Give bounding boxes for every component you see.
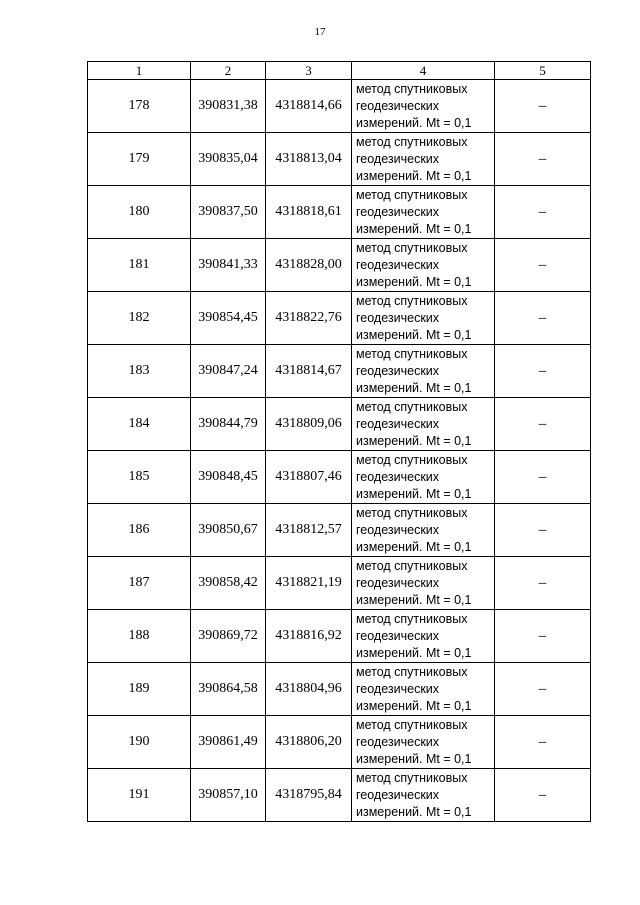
coordinate-y: 4318818,61 <box>266 186 352 239</box>
method-line: геодезических <box>356 151 440 166</box>
column-5-value: – <box>495 345 591 398</box>
table-row <box>88 133 591 186</box>
method-line: метод спутниковых <box>356 558 468 573</box>
method-line: геодезических <box>356 522 440 537</box>
point-number: 189 <box>88 663 191 716</box>
coordinate-x: 390841,33 <box>191 239 266 292</box>
coordinate-y: 4318795,84 <box>266 769 352 822</box>
coordinate-x: 390854,45 <box>191 292 266 345</box>
method-line: геодезических <box>356 469 440 484</box>
coordinate-x: 390847,24 <box>191 345 266 398</box>
point-number: 187 <box>88 557 191 610</box>
method-description <box>352 451 495 504</box>
method-line: геодезических <box>356 681 440 696</box>
method-line: метод спутниковых <box>356 399 468 414</box>
column-5-value: – <box>495 186 591 239</box>
point-number: 181 <box>88 239 191 292</box>
method-line: метод спутниковых <box>356 134 468 149</box>
column-5-value: – <box>495 557 591 610</box>
column-5-value: – <box>495 769 591 822</box>
table-row <box>88 186 591 239</box>
header-col-4: 4 <box>352 62 495 80</box>
method-line: измерений. Mt = 0,1 <box>356 486 472 501</box>
method-description <box>352 133 495 186</box>
table-row <box>88 769 591 822</box>
coordinate-x: 390858,42 <box>191 557 266 610</box>
method-description <box>352 557 495 610</box>
method-description <box>352 716 495 769</box>
method-line: геодезических <box>356 787 440 802</box>
method-line: метод спутниковых <box>356 611 468 626</box>
coordinate-y: 4318816,92 <box>266 610 352 663</box>
method-line: измерений. Mt = 0,1 <box>356 274 472 289</box>
column-5-value: – <box>495 716 591 769</box>
coordinate-x: 390831,38 <box>191 80 266 133</box>
coordinate-y: 4318813,04 <box>266 133 352 186</box>
method-line: измерений. Mt = 0,1 <box>356 115 472 130</box>
method-line: измерений. Mt = 0,1 <box>356 804 472 819</box>
method-line: метод спутниковых <box>356 187 468 202</box>
method-line: геодезических <box>356 363 440 378</box>
method-line: измерений. Mt = 0,1 <box>356 592 472 607</box>
table-row <box>88 451 591 504</box>
method-description <box>352 663 495 716</box>
coordinate-y: 4318822,76 <box>266 292 352 345</box>
coordinate-y: 4318804,96 <box>266 663 352 716</box>
coordinate-y: 4318821,19 <box>266 557 352 610</box>
header-col-1: 1 <box>88 62 191 80</box>
method-line: метод спутниковых <box>356 293 468 308</box>
method-description <box>352 292 495 345</box>
coordinate-y: 4318828,00 <box>266 239 352 292</box>
table-row <box>88 345 591 398</box>
method-description <box>352 610 495 663</box>
column-5-value: – <box>495 663 591 716</box>
method-line: метод спутниковых <box>356 770 468 785</box>
column-5-value: – <box>495 292 591 345</box>
method-line: геодезических <box>356 310 440 325</box>
point-number: 182 <box>88 292 191 345</box>
method-line: измерений. Mt = 0,1 <box>356 380 472 395</box>
coordinate-x: 390837,50 <box>191 186 266 239</box>
point-number: 178 <box>88 80 191 133</box>
table-row <box>88 292 591 345</box>
table-row <box>88 239 591 292</box>
method-line: метод спутниковых <box>356 240 468 255</box>
method-line: метод спутниковых <box>356 346 468 361</box>
method-line: измерений. Mt = 0,1 <box>356 698 472 713</box>
table-row <box>88 663 591 716</box>
method-line: измерений. Mt = 0,1 <box>356 168 472 183</box>
coordinate-y: 4318807,46 <box>266 451 352 504</box>
method-line: метод спутниковых <box>356 505 468 520</box>
method-line: измерений. Mt = 0,1 <box>356 539 472 554</box>
table-body <box>88 80 591 822</box>
coordinate-x: 390850,67 <box>191 504 266 557</box>
header-col-2: 2 <box>191 62 266 80</box>
table-row <box>88 80 591 133</box>
coordinate-x: 390844,79 <box>191 398 266 451</box>
coordinate-y: 4318814,67 <box>266 345 352 398</box>
method-line: метод спутниковых <box>356 717 468 732</box>
coordinate-y: 4318806,20 <box>266 716 352 769</box>
method-line: геодезических <box>356 98 440 113</box>
method-line: геодезических <box>356 416 440 431</box>
method-line: геодезических <box>356 575 440 590</box>
method-line: геодезических <box>356 734 440 749</box>
method-line: геодезических <box>356 204 440 219</box>
point-number: 184 <box>88 398 191 451</box>
coordinate-x: 390857,10 <box>191 769 266 822</box>
point-number: 186 <box>88 504 191 557</box>
coordinate-y: 4318812,57 <box>266 504 352 557</box>
coordinate-x: 390835,04 <box>191 133 266 186</box>
table-row <box>88 716 591 769</box>
page-number: 17 <box>314 26 326 38</box>
table-row <box>88 557 591 610</box>
method-line: метод спутниковых <box>356 664 468 679</box>
column-5-value: – <box>495 504 591 557</box>
method-description <box>352 345 495 398</box>
coordinate-x: 390861,49 <box>191 716 266 769</box>
method-description <box>352 398 495 451</box>
coordinates-table <box>87 61 591 822</box>
point-number: 188 <box>88 610 191 663</box>
column-5-value: – <box>495 133 591 186</box>
coordinate-y: 4318814,66 <box>266 80 352 133</box>
table-row <box>88 504 591 557</box>
column-5-value: – <box>495 80 591 133</box>
method-line: измерений. Mt = 0,1 <box>356 327 472 342</box>
method-description <box>352 186 495 239</box>
method-line: измерений. Mt = 0,1 <box>356 433 472 448</box>
coordinate-x: 390848,45 <box>191 451 266 504</box>
coordinate-x: 390869,72 <box>191 610 266 663</box>
point-number: 180 <box>88 186 191 239</box>
point-number: 191 <box>88 769 191 822</box>
coordinate-y: 4318809,06 <box>266 398 352 451</box>
method-description <box>352 80 495 133</box>
column-5-value: – <box>495 398 591 451</box>
method-description <box>352 239 495 292</box>
method-line: измерений. Mt = 0,1 <box>356 645 472 660</box>
point-number: 183 <box>88 345 191 398</box>
table-header-row <box>88 62 591 80</box>
method-description <box>352 769 495 822</box>
point-number: 185 <box>88 451 191 504</box>
table-row <box>88 610 591 663</box>
method-description <box>352 504 495 557</box>
point-number: 190 <box>88 716 191 769</box>
header-col-3: 3 <box>266 62 352 80</box>
method-line: метод спутниковых <box>356 81 468 96</box>
method-line: измерений. Mt = 0,1 <box>356 751 472 766</box>
table-row <box>88 398 591 451</box>
method-line: метод спутниковых <box>356 452 468 467</box>
point-number: 179 <box>88 133 191 186</box>
column-5-value: – <box>495 451 591 504</box>
coordinate-x: 390864,58 <box>191 663 266 716</box>
method-line: геодезических <box>356 257 440 272</box>
method-line: геодезических <box>356 628 440 643</box>
header-col-5: 5 <box>495 62 591 80</box>
column-5-value: – <box>495 239 591 292</box>
method-line: измерений. Mt = 0,1 <box>356 221 472 236</box>
column-5-value: – <box>495 610 591 663</box>
